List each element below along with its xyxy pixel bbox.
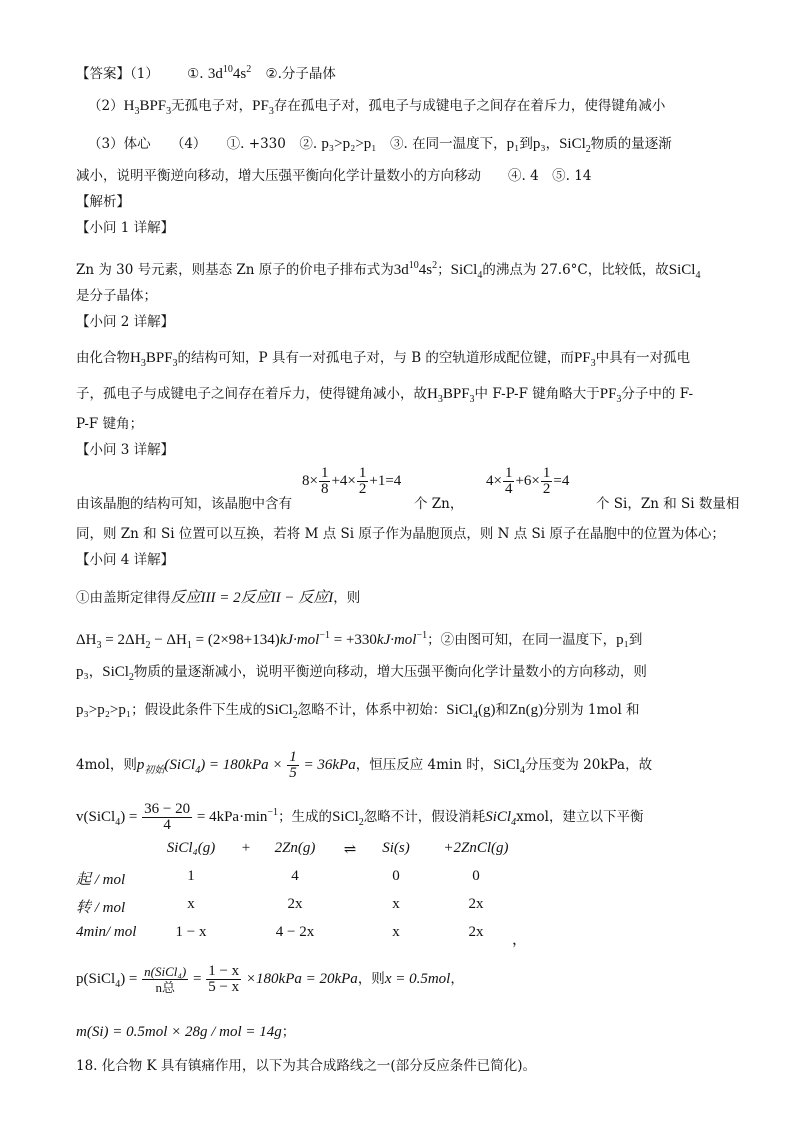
table-row: 4min/ mol 1 − x 4 − 2x x 2x — [76, 924, 484, 940]
q2-line-3: P-F 键角； — [76, 416, 144, 432]
table-row: 转 / mol x 2x x 2x — [76, 896, 484, 916]
q1-line-1: Zn 为 30 号元素，则基态 Zn 原子的价电子排布式为$3d^{10}4s^2$；SiCl$_4$的沸点为 27.6°C，比较低，故SiCl$_4$ — [76, 260, 701, 281]
zn-config-answer: $3d^{10}4s^2$ — [207, 64, 252, 82]
q3-line-1: 由该晶胞的结构可知，该晶胞中含有 — [76, 496, 292, 512]
q4-line-2: $\Delta H_3 = 2\Delta H_2 - \Delta H_1 = (2\times 98+134)kJ\cdot mol^{-1} = +330kJ\cdot mol^{-1}$；②由图可知，在同一温度下，p₁到 — [76, 630, 643, 651]
analysis-heading: 【解析】 — [76, 194, 130, 210]
table-tail: ， — [512, 932, 528, 948]
answer-heading: 【答案】（1） — [76, 66, 159, 82]
q4-line-7: p(SiCl$_4$) = $\frac{\text{n(SiCl₄)}}{\text{n总}}$ = $\frac{1 - x}{5 - x}$ ×180kPa = 20kPa，则x = 0.5mol， — [76, 963, 464, 996]
answer-line-2: $(2)H_3BPF_3$无孤电子对，$PF_3$存在孤电子对，孤电子与成键电子之间存在着斥力，使得键角减小 — [88, 98, 666, 117]
q2-heading: 【小问 2 详解】 — [76, 314, 175, 330]
q4-line-6: v(SiCl$_4$) = $\frac{36 - 20}{4}$ = $4kPa\cdot\min^{-1}$；生成的SiCl$_2$忽略不计，假设消耗SiCl$_4$xmol，建立以下平衡 — [76, 801, 644, 834]
table-row: 起 / mol 1 4 0 0 — [76, 868, 480, 888]
question-18: 18. 化合物 K 具有镇痛作用，以下为其合成路线之一(部分反应条件已简化)。 — [76, 1058, 536, 1074]
answer-line-3: （3）体心 （4） ①. +330 ②. p₃>p₂>p₁ ③. 在同一温度下，p₁到p₃，SiCl$_2$物质的量逐渐 — [88, 136, 672, 155]
q2-line-1: 由化合物$H_3BPF_3$的结构可知，P 具有一对孤电子对，与 B 的空轨道形成配位键，而$PF_3$中具有一对孤电 — [76, 350, 691, 369]
table-header: SiCl₄(g) + 2Zn(g) ⇌ Si(s) +2ZnCl(g) — [166, 840, 509, 858]
q4-line-8: m(Si) = 0.5mol × 28g / mol = 14g； — [76, 1024, 296, 1040]
q3-line-2: 同，则 Zn 和 Si 位置可以互换，若将 M 点 Si 原子作为晶胞顶点，则 N 点 Si 原子在晶胞中的位置为体心； — [76, 526, 725, 542]
q4-heading: 【小问 4 详解】 — [76, 552, 175, 568]
q4-line-5: 4mol，则$p_{初始}(SiCl_4) = 180kPa$ × $\frac{1}{5}$ = 36kPa，恒压反应 4min 时，SiCl$_4$分压变为 20kPa，故 — [76, 749, 653, 782]
q3-equation-si: 4× $\frac{1}{4}$ +6× $\frac{1}{2}$ =4 — [486, 465, 570, 498]
q1-heading: 【小问 1 详解】 — [76, 220, 175, 236]
document-page: 【答案】（1） ①. $3d^{10}4s^2$ ②.分子晶体 $(2)H_3BPF_3$无孤电子对，$PF_3$存在孤电子对，孤电子与成键电子之间存在着斥力，使得键角减小 （3）体心 （4） ①. +330 ②. p₃>p₂>p₁ ③. 在同一温度下，p₁到p₃，SiCl$_2$物质的量逐渐 减小，说明平衡逆向移动，增大压强平衡向化学计量数小的方向移动 ④. 4 ⑤. 14 【解析】 【小问 1 详解】 Zn 为 30 号元素，则基态 Zn 原子的价电子排布式为$3d^{10}4s^2$；SiCl$_4$的沸点为 27.6°C，比较低，故SiCl$_4$ 是分子晶体； 【小问 2 详解】 由化合物$H_3BPF_3$的结构可知，P 具有一对孤电子对，与 B 的空轨道形成配位键，而$PF_3$中具有一对孤电 子，孤电子与成键电子之间存在着斥力，使得键角减小，故$H_3BPF_3$中 F-P-F 键角略大于$PF_3$分子中的 F- P-F 键角； 【小问 3 详解】 8× $\frac{1}{8}$ +4× $\frac{1}{2}$ +1=4 4× $\frac{1}{4}$ +6× $\frac{1}{2}$ =4 由该晶胞的结构可知，该晶胞中含有 个 Zn， 个 Si，Zn 和 Si 数量相 同，则 Zn 和 Si 位置可以互换，若将 M 点 Si 原子作为晶胞顶点，则 N 点 Si 原子在晶胞中的位置为体心； 【小问 4 详解】 ①由盖斯定律得反应III = 2反应II − 反应I，则 $\Delta H_3 = 2\Delta H_2 - \Delta H_1 = (2\times 98+134)kJ\cdot mol^{-1} = +330kJ\cdot mol^{-1}$；②由图可知，在同一温度下，p₁到 p₃，SiCl$_2$物质的量逐渐减小，说明平衡逆向移动，增大压强平衡向化学计量数小的方向移动，则 p₃>p₂>p₁；假设此条件下生成的SiCl$_2$忽略不计，体系中初始：SiCl$_4$(g)和Zn(g)分别为 1mol 和 4mol，则$p_{初始}(SiCl_4) = 180kPa$ × $\frac{1}{5}$ = 36kPa，恒压反应 4min 时，SiCl$_4$分压变为 20kPa，故 v(SiCl$_4$) = $\frac{36 - 20}{4}$ = $4kPa\cdot\min^{-1}$；生成的SiCl$_2$忽略不计，假设消耗SiCl$_4$xmol，建立以下平衡 SiCl₄(g) + 2Zn(g) ⇌ Si(s) +2ZnCl(g) 起 / mol 1 4 0 0 转 / mol x 2x x 2x 4min/ mol 1 − x 4 − 2x x 2x ， p(SiCl$_4$) = $\frac{\text{n(SiCl₄)}}{\text{n总}}$ = $\frac{1 - x}{5 - x}$ ×180kPa = 20kPa，则x = 0.5mol， m(Si) = 0.5mol × 28g / mol = 14g； 18. 化合物 K 具有镇痛作用，以下为其合成路线之一(部分反应条件已简化)。 — [0, 0, 800, 1132]
q2-line-2: 子，孤电子与成键电子之间存在着斥力，使得键角减小，故$H_3BPF_3$中 F-P-F 键角略大于$PF_3$分子中的 F- — [76, 386, 694, 405]
q1-line-2: 是分子晶体； — [76, 288, 157, 304]
answer-line-4: 减小，说明平衡逆向移动，增大压强平衡向化学计量数小的方向移动 ④. 4 ⑤. 14 — [76, 168, 592, 184]
q3-equation-zn: 8× $\frac{1}{8}$ +4× $\frac{1}{2}$ +1=4 — [302, 465, 402, 498]
q4-line-1: ①由盖斯定律得反应III = 2反应II − 反应I，则 — [76, 590, 361, 606]
q3-heading: 【小问 3 详解】 — [76, 442, 175, 458]
q4-line-3: p₃，SiCl$_2$物质的量逐渐减小，说明平衡逆向移动，增大压强平衡向化学计量数小的方向移动，则 — [76, 664, 647, 683]
q4-line-4: p₃>p₂>p₁；假设此条件下生成的SiCl$_2$忽略不计，体系中初始：SiCl$_4$(g)和Zn(g)分别为 1mol 和 — [76, 702, 640, 721]
answer-line-1: 【答案】（1） ①. $3d^{10}4s^2$ ②.分子晶体 — [76, 64, 336, 82]
